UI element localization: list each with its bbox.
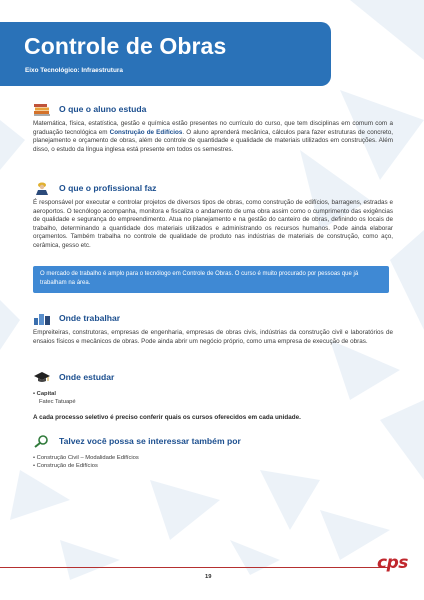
section-text-aluno: Matemática, física, estatística, gestão e química estão presentes no currículo do curso, que tem disciplinas em comum com a graduação tecnológica em Construção de Edifícios. O aluno aprenderá mecânica, cálculos para fazer estruturas de concreto, planejamento e orçamento de obras, além de controle de quantidade e qualidade de materiais utilizados em construções. Além disso, o estudo da língua inglesa está presente em todos os semestres. [33, 120, 394, 153]
section-title-interesse: Talvez você possa se interessar também por [59, 436, 241, 446]
magnifier-icon [33, 434, 51, 448]
list-item: • Construção de Edifícios [33, 462, 98, 469]
section-text-trabalhar: Empreiteiras, construtoras, empresas de engenharia, empresas de obras civis, indústrias da construção civil e laboratórios de ensaios físicos e mecânicos de obras. Pode ainda abrir um negócio próprio, como uma empresa de execução de obras. [33, 329, 393, 345]
section-text-profissional: É responsável por executar e controlar projetos de diversos tipos de obras, como construção de edifícios, barragens, estradas e aeroportos. O tecnólogo acompanha, monitora e fiscaliza o andamento de uma obra assim como o cumprimento das exigências de qualidade e segurança do empreendimento. Atua no planejamento e na gestão do canteiro de obras, definindo os locais de trabalho, determinando a quantidade dos materiais utilizados e administrando os recursos humanos. Pode ainda elaborar orçamentos. Também trabalha no controle de qualidade de produto nas indústrias de materiais de construção, como aço, cerâmica, gesso etc. [33, 199, 393, 249]
page-number: 19 [205, 574, 212, 580]
highlight-box: O mercado de trabalho é amplo para o tecnólogo em Controle de Obras. O curso é muito procurado por pessoas que já trabalham na área. [33, 266, 389, 293]
section-title-aluno: O que o aluno estuda [59, 104, 147, 114]
selection-note: A cada processo seletivo é preciso conferir quais os cursos oferecidos em cada unidade. [33, 414, 301, 421]
cps-logo: cps [377, 553, 408, 573]
section-title-trabalhar: Onde trabalhar [59, 313, 121, 323]
section-trabalhar [33, 310, 393, 346]
section-estudar [33, 369, 393, 406]
worker-icon [33, 181, 51, 195]
section-title-estudar: Onde estudar [59, 372, 115, 382]
page-header [0, 22, 331, 86]
study-region: • Capital [33, 391, 56, 397]
footer-divider [0, 567, 388, 568]
related-courses-list [33, 455, 393, 470]
section-title-profissional: O que o profissional faz [59, 183, 157, 193]
books-icon [33, 102, 51, 116]
section-aluno [33, 101, 393, 154]
section-interesse [33, 433, 393, 470]
list-item: • Construção Civil – Modalidade Edifícios [33, 455, 139, 461]
study-location-list [33, 391, 393, 406]
page-subtitle: Eixo Tecnológico: Infraestrutura [25, 67, 123, 74]
section-profissional [33, 180, 393, 251]
page-title: Controle de Obras [24, 33, 227, 59]
buildings-icon [33, 311, 51, 325]
study-school: Fatec Tatuapé [39, 398, 76, 405]
graduation-cap-icon [33, 370, 51, 384]
